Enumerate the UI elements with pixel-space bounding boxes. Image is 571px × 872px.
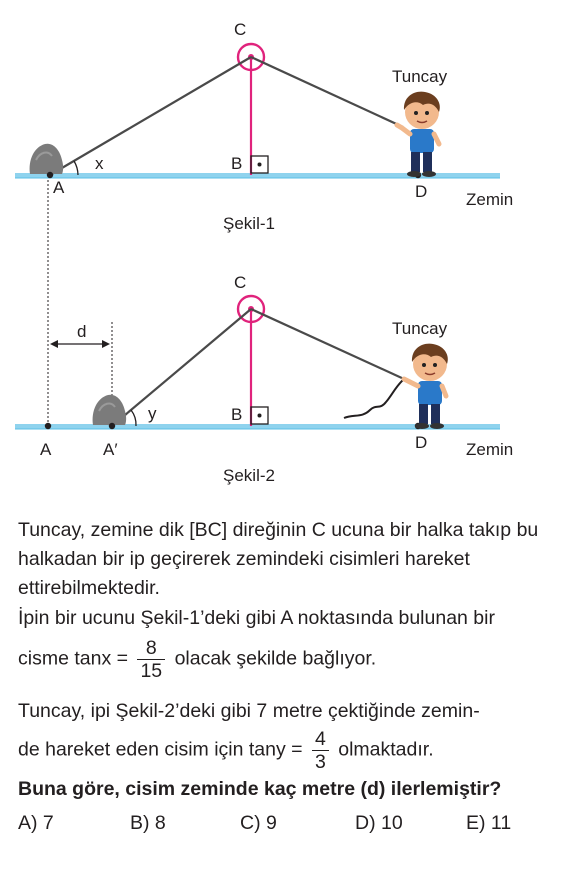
option-b[interactable]: B) 8: [130, 812, 166, 834]
label-d-1: D: [415, 182, 428, 201]
question-text: Buna göre, cisim zeminde kaç metre (d) ilerlemiştir?: [18, 778, 502, 800]
fraction-8-15-numerator: 8: [145, 637, 157, 659]
fraction-8-15-denominator: 15: [140, 660, 163, 682]
tanx-suffix: olacak şekilde bağlıyor.: [174, 647, 377, 670]
rope-cd-2: [251, 309, 404, 379]
fraction-8-15: [137, 637, 165, 682]
tanx-prefix: cisme tanx =: [18, 647, 129, 670]
figure-1: [15, 20, 513, 233]
caption-figure-1: Şekil-1: [223, 214, 275, 233]
option-a[interactable]: A) 7: [18, 812, 54, 834]
label-person-1: Tuncay: [392, 67, 448, 86]
rope-slack-2: [344, 379, 404, 418]
angle-arc-x: [74, 161, 78, 175]
option-c[interactable]: C) 9: [240, 812, 277, 834]
label-person-2: Tuncay: [392, 319, 448, 338]
rope-ac-1: [50, 57, 251, 175]
fraction-4-3-numerator: 4: [314, 728, 326, 750]
fraction-4-3: [312, 728, 329, 773]
label-a-2: A: [40, 440, 52, 459]
tany-prefix: de hareket eden cisim için tany =: [18, 738, 303, 761]
label-x: x: [95, 154, 104, 173]
paragraph-condition-1-line1: İpin bir ucunu Şekil-1’deki gibi A noktasında bulunan bir: [18, 607, 495, 629]
paragraph-condition-2: [18, 697, 548, 773]
label-c-2: C: [234, 273, 247, 292]
rock-2: [93, 395, 127, 425]
caption-figure-2: Şekil-2: [223, 466, 275, 485]
label-b-2: B: [231, 405, 243, 424]
paragraph-intro: Tuncay, zemine dik [BC] direğinin C ucuna bir halka takıp bu halkadan bir ip geçirerek zemindeki cisimleri hareket ettirebilmektedir.: [18, 519, 539, 599]
paragraph-condition-1: [18, 604, 548, 682]
option-e[interactable]: E) 11: [466, 812, 512, 834]
label-b-1: B: [231, 154, 243, 173]
label-d-2: D: [415, 433, 428, 452]
boy-icon-1: [397, 92, 440, 177]
rock-1: [30, 144, 64, 174]
rope-cd-1: [251, 57, 403, 127]
label-ground-2: Zemin: [466, 440, 514, 459]
label-a-prime: A′: [103, 440, 118, 459]
paragraph-condition-2-line1: Tuncay, ipi Şekil-2’deki gibi 7 metre çektiğinde zemin-: [18, 700, 480, 722]
label-d-distance: d: [77, 322, 87, 341]
label-c-1: C: [234, 20, 247, 39]
label-y: y: [148, 404, 157, 423]
label-a-1: A: [53, 178, 65, 197]
angle-arc-y: [131, 410, 136, 426]
tany-suffix: olmaktadır.: [338, 738, 434, 761]
label-ground-1: Zemin: [466, 190, 514, 209]
fraction-4-3-denominator: 3: [314, 751, 326, 773]
boy-icon-2: [404, 344, 448, 429]
option-d[interactable]: D) 10: [355, 812, 403, 834]
